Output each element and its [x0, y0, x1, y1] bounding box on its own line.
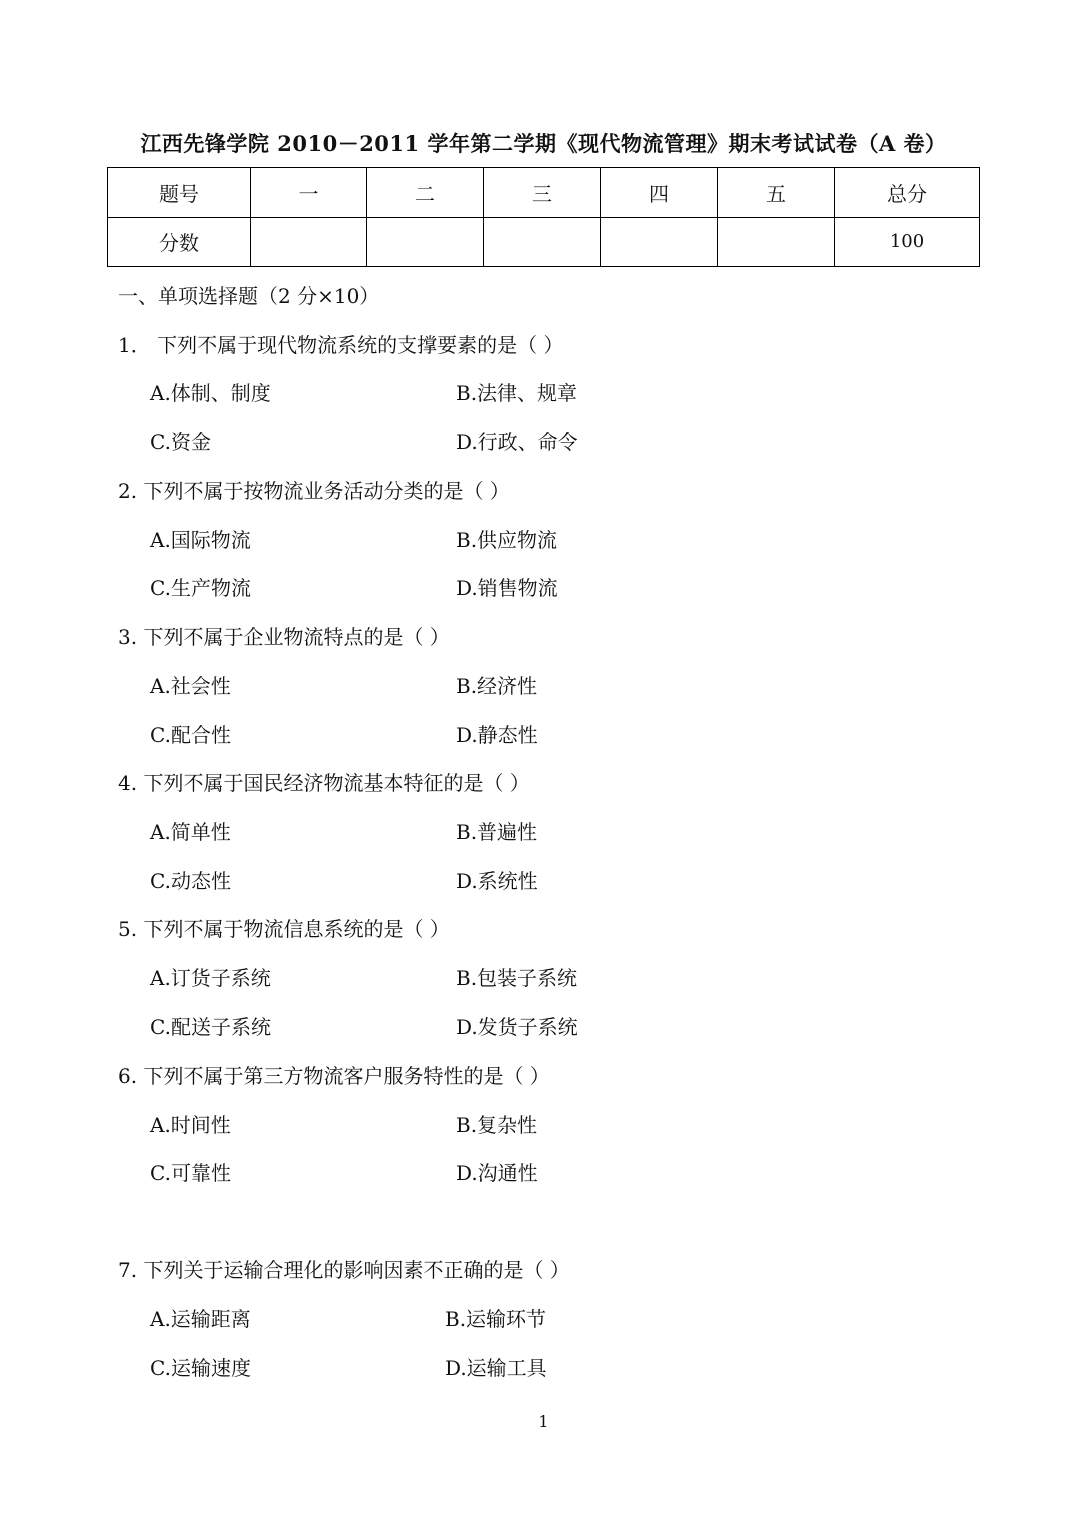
- score-cell: [601, 217, 718, 267]
- q5-option-a: A.订货子系统: [150, 966, 271, 990]
- q5-option-c: C.配送子系统: [150, 1015, 271, 1039]
- q7-option-a: A.运输距离: [150, 1307, 251, 1331]
- question-4: 4. 下列不属于国民经济物流基本特征的是（ ）: [118, 771, 530, 795]
- score-row-label: 分数: [108, 217, 251, 267]
- score-cell: [251, 217, 367, 267]
- q6-option-c: C.可靠性: [150, 1161, 231, 1185]
- q4-option-a: A.简单性: [150, 820, 231, 844]
- score-table: [107, 167, 980, 267]
- q6-option-a: A.时间性: [150, 1113, 231, 1137]
- q4-option-d: D.系统性: [456, 869, 538, 893]
- score-cell: [367, 217, 484, 267]
- q6-option-d: D.沟通性: [456, 1161, 538, 1185]
- score-header-cell: 总分: [835, 168, 980, 218]
- q4-option-b: B.普遍性: [456, 820, 538, 844]
- q3-option-c: C.配合性: [150, 723, 231, 747]
- question-2: 2. 下列不属于按物流业务活动分类的是（ ）: [118, 479, 510, 503]
- q1-option-a: A.体制、制度: [150, 381, 271, 405]
- q4-option-c: C.动态性: [150, 869, 231, 893]
- q3-option-a: A.社会性: [150, 674, 231, 698]
- q5-option-d: D.发货子系统: [456, 1015, 578, 1039]
- score-cell: [484, 217, 601, 267]
- question-7: 7. 下列关于运输合理化的影响因素不正确的是（ ）: [118, 1258, 570, 1282]
- question-5: 5. 下列不属于物流信息系统的是（ ）: [118, 917, 450, 941]
- score-cell: [718, 217, 835, 267]
- question-1: 1． 下列不属于现代物流系统的支撑要素的是（ ）: [118, 333, 564, 357]
- q7-option-b: B.运输环节: [445, 1307, 547, 1331]
- q7-option-d: D.运输工具: [445, 1356, 547, 1380]
- score-header-cell: 三: [484, 168, 601, 218]
- section-heading: 一、单项选择题（2 分×10）: [118, 284, 380, 308]
- q3-option-d: D.静态性: [456, 723, 538, 747]
- page-number: 1: [538, 1412, 549, 1431]
- score-table-header-row: [108, 168, 980, 218]
- score-header-cell: 五: [718, 168, 835, 218]
- score-table-score-row: [108, 217, 980, 267]
- q6-option-b: B.复杂性: [456, 1113, 538, 1137]
- q1-option-c: C.资金: [150, 430, 211, 454]
- question-6: 6. 下列不属于第三方物流客户服务特性的是（ ）: [118, 1064, 550, 1088]
- q2-option-a: A.国际物流: [150, 528, 251, 552]
- score-header-cell: 一: [251, 168, 367, 218]
- q1-option-b: B.法律、规章: [456, 381, 578, 405]
- q2-option-c: C.生产物流: [150, 576, 251, 600]
- q5-option-b: B.包装子系统: [456, 966, 578, 990]
- exam-title: 江西先锋学院 2010－2011 学年第二学期《现代物流管理》期末考试试卷（A 卷）: [140, 131, 947, 156]
- q2-option-d: D.销售物流: [456, 576, 558, 600]
- score-header-cell: 二: [367, 168, 484, 218]
- q7-option-c: C.运输速度: [150, 1356, 251, 1380]
- q2-option-b: B.供应物流: [456, 528, 558, 552]
- q3-option-b: B.经济性: [456, 674, 538, 698]
- question-3: 3. 下列不属于企业物流特点的是（ ）: [118, 625, 450, 649]
- score-header-cell: 四: [601, 168, 718, 218]
- total-score-cell: 100: [835, 217, 980, 267]
- score-header-cell: 题号: [108, 168, 251, 218]
- q1-option-d: D.行政、命令: [456, 430, 578, 454]
